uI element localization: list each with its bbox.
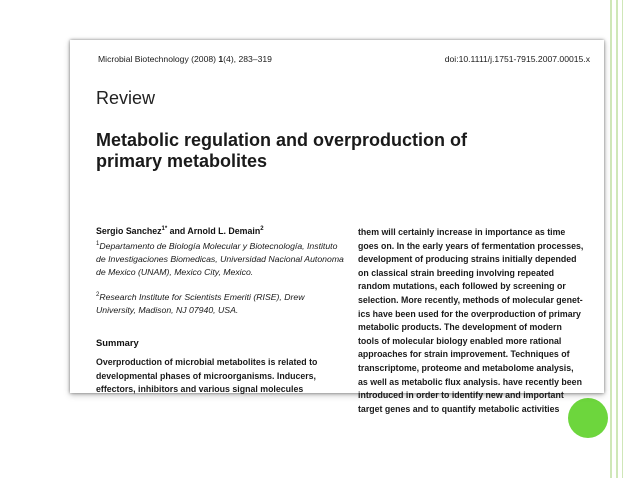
text-line: target genes and to quantify metabolic activities	[358, 403, 560, 414]
text-line: tools of molecular biology enabled more rational	[358, 335, 562, 346]
text-line: as well as metabolic flux analysis. have recently been	[358, 376, 582, 387]
right-column-text	[358, 226, 592, 416]
slide-decoration-line	[622, 0, 623, 478]
summary-heading: Summary	[96, 337, 139, 348]
text-line: development of producing strains initially depended	[358, 254, 577, 265]
summary-text	[96, 356, 333, 397]
slide-decoration-line	[610, 0, 612, 478]
text-line: on classical strain breeding involving repeated	[358, 267, 555, 278]
affiliation-2: $^2$Research Institute for Scientists Emeriti (RISE), Drew University, Madison, NJ 07940, USA.	[96, 291, 305, 315]
authors: Sergio Sanchez$^{1*}$ and Arnold L. Demain$^2$	[96, 226, 264, 236]
text-line: ics have been used for the overproduction of primary	[358, 308, 581, 319]
journal-citation: Microbial Biotechnology (2008) 1(4), 283–319	[98, 54, 272, 64]
section-label: Review	[96, 88, 156, 108]
text-line: transcriptome, proteome and metabolome analysis,	[358, 362, 574, 373]
text-line: effectors, inhibitors and various signal molecules	[96, 384, 304, 395]
text-line: metabolic products. The development of modern	[358, 322, 562, 333]
text-line: approaches for strain improvement. Techniques of	[358, 349, 570, 360]
article-page-image	[70, 40, 604, 414]
slide-decoration-line	[616, 0, 618, 478]
affiliation-1: $^1$Departamento de Biología Molecular y Biotecnología, Instituto de Investigaciones Biomedicas, Universidad Nacional Autonoma de Mexico (UNAM), Mexico City, Mexico.	[96, 240, 344, 277]
doi: doi:10.1111/j.1751-7915.2007.00015.x	[444, 54, 590, 64]
text-line: introduced in order to identify new and important	[358, 390, 564, 401]
text-line: developmental phases of microorganisms. Inducers,	[96, 370, 316, 381]
text-line: random mutations, each followed by screening or	[358, 281, 566, 292]
article-title: Metabolic regulation and overproduction of primary metabolites	[96, 130, 468, 171]
text-line: them will certainly increase in importance as time	[358, 227, 566, 237]
text-line: Overproduction of microbial metabolites is related to	[96, 357, 318, 367]
text-line: goes on. In the early years of fermentation processes,	[358, 240, 584, 251]
text-line: selection. More recently, methods of molecular genet-	[358, 294, 583, 305]
